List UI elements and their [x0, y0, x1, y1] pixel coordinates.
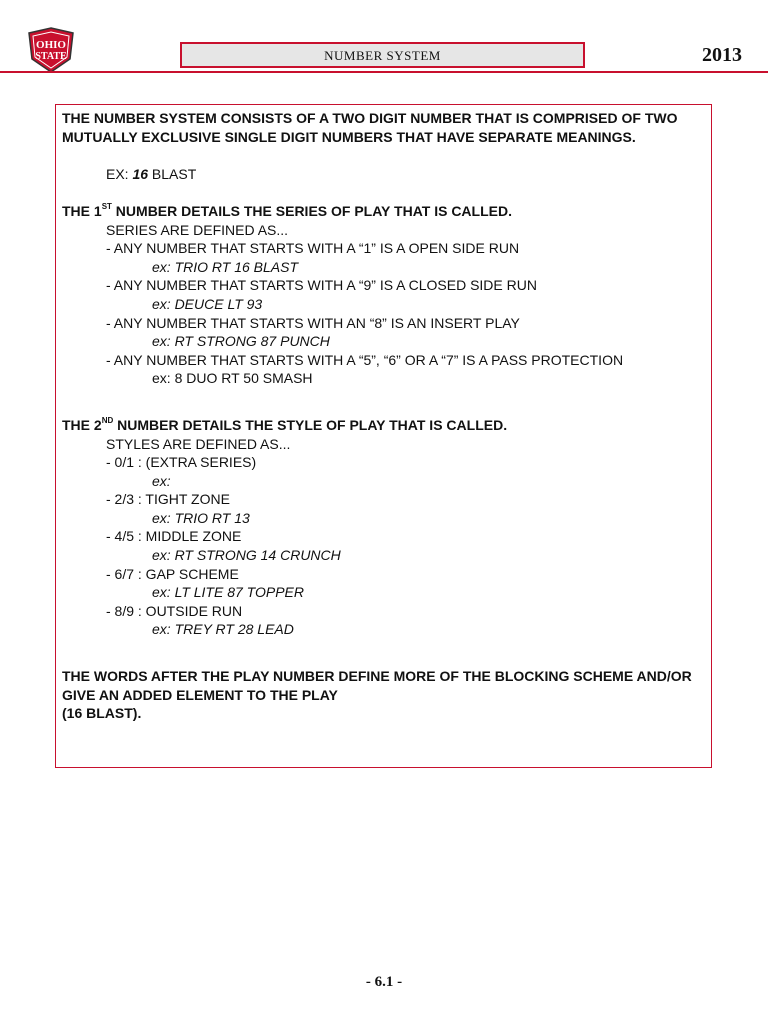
- series-item: - ANY NUMBER THAT STARTS WITH A “5”, “6” OR A “7” IS A PASS PROTECTION: [106, 351, 624, 368]
- series-defined-label: SERIES ARE DEFINED AS...: [106, 221, 289, 238]
- style-example: ex: TRIO RT 13: [152, 509, 250, 526]
- series-example: ex: TRIO RT 16 BLAST: [152, 258, 299, 275]
- style-item: - 8/9 : OUTSIDE RUN: [106, 602, 243, 619]
- styles-defined-label: STYLES ARE DEFINED AS...: [106, 435, 291, 452]
- first-number-heading: [62, 202, 705, 221]
- page-number: - 6.1 -: [365, 974, 403, 990]
- content-box: [55, 104, 712, 768]
- style-item: - 0/1 : (EXTRA SERIES): [106, 454, 257, 471]
- style-example: ex:: [152, 472, 171, 489]
- heading-superscript: ND: [101, 415, 114, 425]
- closing-paragraph: THE WORDS AFTER THE PLAY NUMBER DEFINE MORE OF THE BLOCKING SCHEME AND/OR GIVE AN ADDED ELEMENT TO THE PLAY: [62, 668, 692, 703]
- heading-text: THE 2: [62, 416, 102, 433]
- ohio-state-logo-icon: [26, 26, 76, 74]
- heading-text: THE 1: [62, 202, 102, 219]
- series-item: - ANY NUMBER THAT STARTS WITH A “1” IS A OPEN SIDE RUN: [106, 240, 520, 257]
- style-item: - 2/3 : TIGHT ZONE: [106, 491, 230, 508]
- example-rest: BLAST: [148, 165, 197, 182]
- example-label: EX:: [106, 165, 133, 182]
- svg-text:OHIO: OHIO: [36, 39, 66, 51]
- year-label: 2013: [702, 44, 742, 66]
- style-example: ex: LT LITE 87 TOPPER: [152, 584, 304, 601]
- example-number: 16: [132, 165, 149, 182]
- style-item: - 4/5 : MIDDLE ZONE: [106, 528, 242, 545]
- style-item: - 6/7 : GAP SCHEME: [106, 565, 239, 582]
- heading-text: NUMBER DETAILS THE STYLE OF PLAY THAT IS CALLED.: [113, 416, 508, 433]
- style-example: ex: TREY RT 28 LEAD: [152, 621, 294, 638]
- style-example: ex: RT STRONG 14 CRUNCH: [152, 547, 341, 564]
- intro-example: [62, 165, 705, 184]
- svg-text:STATE: STATE: [35, 51, 67, 62]
- series-item: - ANY NUMBER THAT STARTS WITH A “9” IS A CLOSED SIDE RUN: [106, 277, 537, 294]
- heading-text: NUMBER DETAILS THE SERIES OF PLAY THAT IS CALLED.: [111, 202, 512, 219]
- series-item: - ANY NUMBER THAT STARTS WITH AN “8” IS AN INSERT PLAY: [106, 314, 520, 331]
- second-number-heading: [62, 416, 705, 435]
- series-example: ex: DEUCE LT 93: [152, 295, 263, 312]
- series-example: ex: RT STRONG 87 PUNCH: [152, 333, 330, 350]
- heading-superscript: ST: [101, 201, 112, 211]
- header-divider: [0, 71, 768, 73]
- intro-paragraph: THE NUMBER SYSTEM CONSISTS OF A TWO DIGIT NUMBER THAT IS COMPRISED OF TWO MUTUALLY EXCLUSIVE SINGLE DIGIT NUMBERS THAT HAVE SEPARATE MEANINGS.: [62, 110, 678, 145]
- closing-example: (16 BLAST).: [62, 705, 142, 722]
- series-example: ex: 8 DUO RT 50 SMASH: [152, 370, 313, 387]
- page-title: NUMBER SYSTEM: [180, 42, 585, 68]
